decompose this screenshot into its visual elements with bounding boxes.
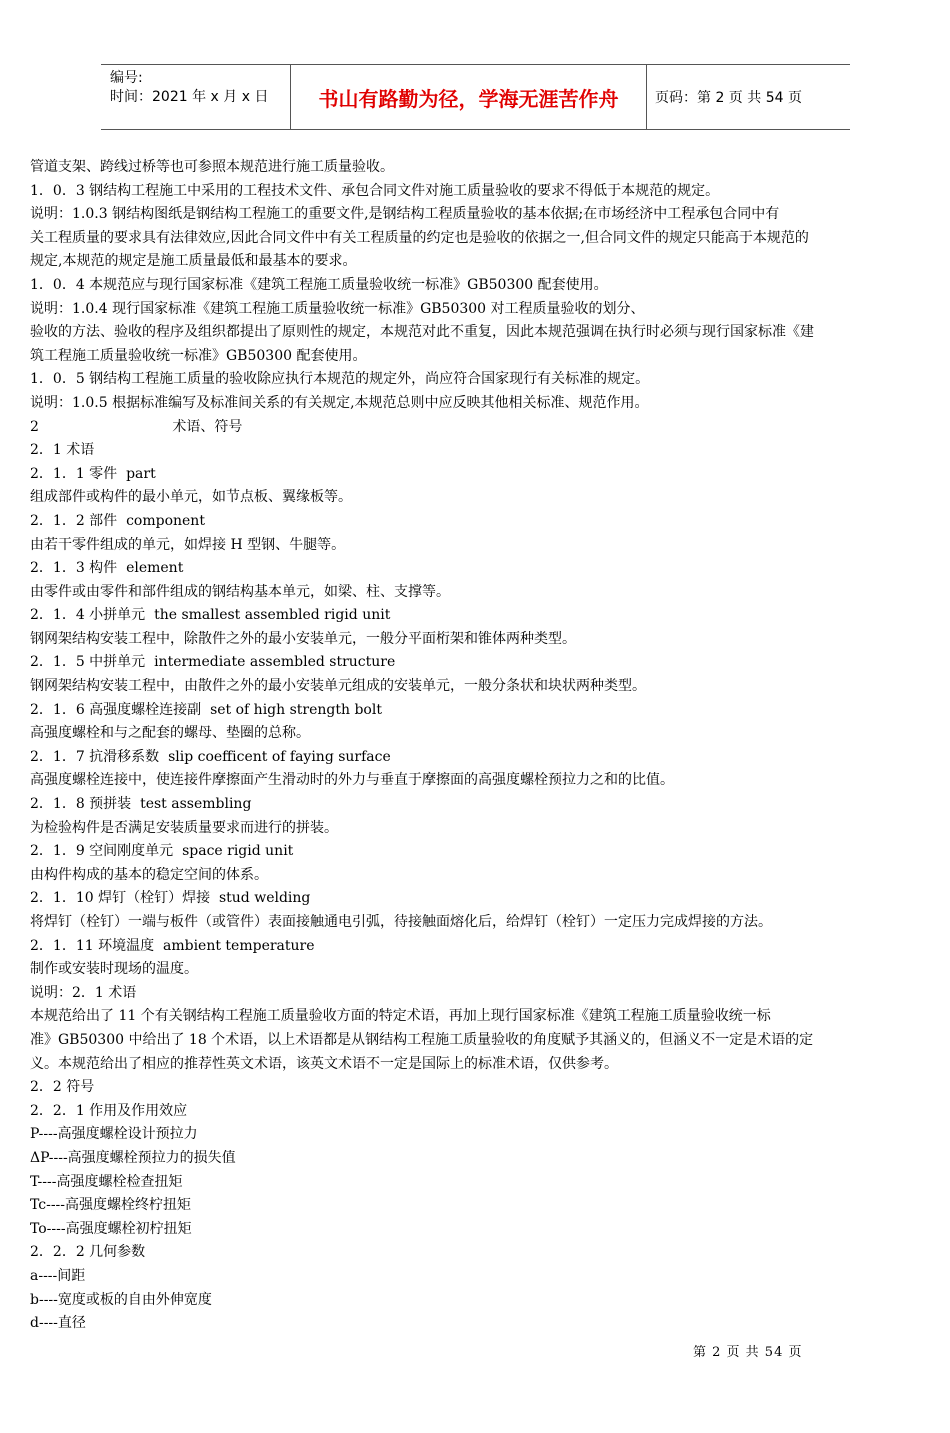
text-line: To----高强度螺栓初柠扭矩	[30, 1220, 192, 1237]
text-line: 准》GB50300 中给出了 18 个术语，以上术语都是从钢结构工程施工质量验收的角度赋予其涵义的，但涵义不一定是术语的定	[30, 1031, 814, 1048]
text-line: 2．1 术语	[30, 442, 95, 459]
text-line: 2．2．1 作用及作用效应	[30, 1102, 188, 1119]
text-line: 2．1．6 高强度螺栓连接副 set of high strength bolt	[30, 701, 382, 718]
text-line: 2．1．10 焊钉（栓钉）焊接 stud welding	[30, 890, 311, 907]
text-line: 2．1．11 环境温度 ambient temperature	[30, 937, 315, 954]
text-line: P----高强度螺栓设计预拉力	[30, 1126, 198, 1143]
document-body	[30, 156, 924, 1336]
text-line: 2．1．9 空间刚度单元 space rigid unit	[30, 843, 294, 860]
text-line: 2．1．2 部件 component	[30, 512, 205, 529]
text-line: a----间距	[30, 1267, 86, 1284]
text-line: 组成部件或构件的最小单元，如节点板、翼缘板等。	[30, 489, 352, 506]
text-line: 由若干零件组成的单元，如焊接 H 型钢、牛腿等。	[30, 536, 346, 553]
text-line: 制作或安装时现场的温度。	[30, 961, 198, 978]
text-line: 2．2 符号	[30, 1079, 95, 1096]
header-page-number: 页码：第 2 页 共 54 页	[655, 90, 802, 106]
text-line: 管道支架、跨线过桥等也可参照本规范进行施工质量验收。	[30, 159, 394, 175]
text-line: 说明：2．1 术语	[30, 984, 137, 1001]
text-line: 高强度螺栓连接中，使连接件摩擦面产生滑动时的外力与垂直于摩擦面的高强度螺栓预拉力之和的比值。	[30, 772, 674, 789]
text-line: ΔP----高强度螺栓预拉力的损失值	[30, 1149, 236, 1166]
text-line: 钢网架结构安装工程中，由散件之外的最小安装单元组成的安装单元，一般分条状和块状两种类型。	[30, 678, 646, 695]
text-line: 1．0．3 钢结构工程施工中采用的工程技术文件、承包合同文件对施工质量验收的要求不得低于本规范的规定。	[30, 182, 720, 199]
page-footer: 第 2 页 共 54 页	[693, 1345, 803, 1360]
text-line: 钢网架结构安装工程中，除散件之外的最小安装单元，一般分平面桁架和锥体两种类型。	[30, 630, 576, 647]
text-line: 2．1．3 构件 element	[30, 560, 184, 577]
text-line: 本规范给出了 11 个有关钢结构工程施工质量验收方面的特定术语，再加上现行国家标准《建筑工程施工质量验收统一标	[30, 1008, 771, 1025]
text-line: 2．1．4 小拼单元 the smallest assembled rigid unit	[30, 607, 391, 624]
header-meta	[101, 65, 291, 129]
doc-date: 时间：2021 年 x 月 x 日	[110, 89, 269, 105]
text-line: T----高强度螺栓检查扭矩	[30, 1173, 183, 1190]
text-line: 关工程质量的要求具有法律效应,因此合同文件中有关工程质量的约定也是验收的依据之一,但合同文件的规定只能高于本规范的	[30, 229, 809, 246]
text-line: 2．1．1 零件 part	[30, 465, 156, 482]
text-line: Tc----高强度螺栓终柠扭矩	[30, 1197, 192, 1214]
text-line: 将焊钉（栓钉）一端与板件（或管件）表面接触通电引弧，待接触面熔化后，给焊钉（栓钉）一定压力完成焊接的方法。	[30, 914, 772, 930]
text-line: 筑工程施工质量验收统一标准》GB50300 配套使用。	[30, 347, 367, 364]
text-line: 1．0．5 钢结构工程施工质量的验收除应执行本规范的规定外，尚应符合国家现行有关标准的规定。	[30, 371, 650, 388]
text-line: 说明：1.0.5 根据标准编写及标准间关系的有关规定,本规范总则中应反映其他相关标准、规范作用。	[30, 394, 649, 411]
text-line: 2 术语、符号	[30, 418, 243, 435]
text-line: 2．1．7 抗滑移系数 slip coefficent of faying surface	[30, 748, 391, 765]
text-line: 高强度螺栓和与之配套的螺母、垫圈的总称。	[30, 725, 310, 742]
page-header	[101, 64, 850, 130]
header-motto: 书山有路勤为径，学海无涯苦作舟	[291, 65, 647, 129]
text-line: 由零件或由零件和部件组成的钢结构基本单元，如梁、柱、支撑等。	[30, 583, 450, 600]
text-line: 为检验构件是否满足安装质量要求而进行的拼装。	[30, 819, 338, 836]
text-line: 验收的方法、验收的程序及组织都提出了原则性的规定，本规范对此不重复，因此本规范强调在执行时必须与现行国家标准《建	[30, 324, 814, 341]
text-line: b----宽度或板的自由外伸宽度	[30, 1291, 212, 1308]
text-line: 说明：1.0.3 钢结构图纸是钢结构工程施工的重要文件,是钢结构工程质量验收的基本依据;在市场经济中工程承包合同中有	[30, 206, 780, 223]
text-line: 2．2．2 几何参数	[30, 1244, 146, 1261]
text-line: 2．1．8 预拼装 test assembling	[30, 796, 252, 813]
text-line: 说明：1.0.4 现行国家标准《建筑工程施工质量验收统一标准》GB50300 对工程质量验收的划分、	[30, 300, 645, 317]
text-line: 义。本规范给出了相应的推荐性英文术语，该英文术语不一定是国际上的标准术语，仅供参考。	[30, 1055, 618, 1072]
text-line: d----直径	[30, 1315, 86, 1332]
text-line: 由构件构成的基本的稳定空间的体系。	[30, 866, 268, 883]
text-line: 规定,本规范的规定是施工质量最低和最基本的要求。	[30, 253, 357, 270]
text-line: 1．0．4 本规范应与现行国家标准《建筑工程施工质量验收统一标准》GB50300 配套使用。	[30, 276, 608, 293]
text-line: 2．1．5 中拼单元 intermediate assembled structure	[30, 654, 396, 671]
doc-number: 编号:	[110, 70, 143, 86]
